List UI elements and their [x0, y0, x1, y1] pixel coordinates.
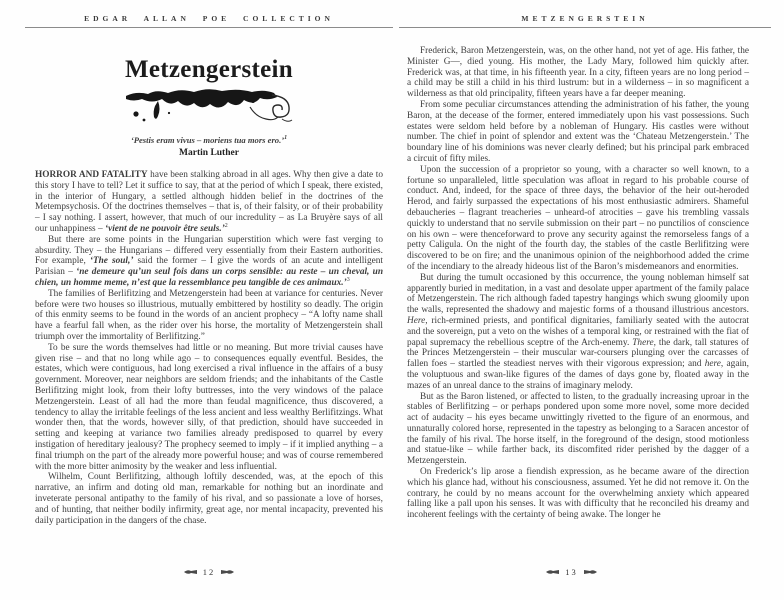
paragraph: But there are some points in the Hungarian superstition which were fast verging to absurdity. They – the Hungarians – differed very essentially from their Eastern authorities. For example, ‘The soul,’ said the former – I give the words of an acute and intelligent Parisian – ‘ne demeure qu’un seul fois dans un corps sensible: au reste – un cheval, un chien, un homme meme, n’est que la ressemblance peu tangible de ces animaux.’$^3$ [35, 234, 383, 288]
fleuron-icon [546, 569, 559, 575]
ink-flourish-ornament [122, 87, 297, 129]
right-page-body [407, 46, 749, 521]
page-number: 13 [565, 567, 578, 577]
story-title: Metzengerstein [124, 56, 293, 83]
paragraph: To be sure the words themselves had little or no meaning. But more trivial causes have given rise – and that no long while ago – to consequences equally eventful. Besides, the estates, which were contiguous, had long exercised a rival influence in the affairs of a busy government. Moreover, near neighbors are seldom friends; and the inhabitants of the Castle Berlifitzing might look, from their lofty buttresses, into the very windows of the palace Metzengerstein. Least of all had the more than feudal magnificence, thus discovered, a tendency to allay the irritable feelings of the less ancient and less wealthy Berlifitzings. What wonder then, that the words, however silly, of that prediction, should have succeeded in setting and keeping at variance two families already predisposed to quarrel by every instigation of hereditary jealousy? The prophecy seemed to imply – if it implied anything – a final triumph on the part of the already more powerful house; and was of course remembered with the more bitter animosity by the weaker and less influential. [35, 342, 383, 472]
epigraph [25, 135, 393, 145]
right-page [399, 14, 771, 521]
running-head-left: EDGAR ALLAN POE COLLECTION [25, 14, 393, 28]
paragraph: HORROR AND FATALITY have been stalking abroad in all ages. Why then give a date to this story I have to tell? Let it suffice to say, that at the period of which I speak, there existed, in the interior of Hungary, a settled although hidden belief in the doctrines of the Metempsychosis. Of the doctrines themselves – that is, of their falsity, or of their probability – I say nothing. I assert, however, that much of our incredulity – as La Bruyère says of all our unhappiness – ‘vient de ne pouvoir être seuls.’$^2$ [35, 170, 383, 234]
left-page-body [35, 170, 383, 526]
page-number: 12 [202, 567, 216, 577]
paragraph: But during the tumult occasioned by this occurrence, the young nobleman himself sat apparently buried in meditation, in a vast and desolate upper apartment of the family palace of Metzengerstein. The rich although faded tapestry hangings which swung gloomily upon the walls, represented the shadowy and majestic forms of a thousand illustrious ancestors. Here, rich-ermined priests, and pontifical dignitaries, familiarly seated with the autocrat and the sovereign, put a veto on the wishes of a temporal king, or restrained with the fiat of papal supremacy the rebellious sceptre of the Arch-enemy. There, the dark, tall statures of the Princes Metzengerstein – their muscular war-coursers plunging over the carcasses of fallen foes – startled the steadiest nerves with their vigorous expression; and here, again, the voluptuous and swan-like figures of the dames of days gone by, floated away in the mazes of an unreal dance to the strains of imaginary melody. [407, 272, 749, 391]
paragraph: But as the Baron listened, or affected to listen, to the gradually increasing uproar in the stables of Berlifitzing – or perhaps pondered upon some more novel, some more decided act of audacity – his eyes became unwittingly rivetted to the figure of an enormous, and unnaturally colored horse, represented in the tapestry as belonging to a Saracen ancestor of the family of his rival. The horse itself, in the foreground of the design, stood motionless and statue-like – while farther back, its discomfited rider perished by the dagger of a Metzengerstein. [407, 391, 749, 467]
paragraph: The families of Berlifitzing and Metzengerstein had been at variance for centuries. Never before were two houses so illustrious, mutually embittered by hostility so deadly. The origin of this enmity seems to be found in the words of an ancient prophecy – “A lofty name shall have a fearful fall when, as the rider over his horse, the mortality of Metzengerstein shall triumph over the immortality of Berlifitzing.” [35, 288, 383, 342]
fleuron-icon [584, 569, 597, 575]
fleuron-icon [184, 569, 197, 575]
left-page [25, 14, 393, 526]
right-page-footer [399, 567, 744, 577]
paragraph: From some peculiar circumstances attending the administration of his father, the young Baron, at the decease of the former, entered immediately upon his vast possessions. Such estates were seldom held before by a nobleman of Hungary. His castles were without number. The chief in point of splendor and extent was the ‘Chateau Metzengerstein.’ The boundary line of his dominions was never clearly defined; but his principal park embraced a circuit of fifty miles. [407, 99, 749, 164]
fleuron-icon [221, 569, 234, 575]
paragraph: On Frederick’s lip arose a fiendish expression, as he became aware of the direction which his glance had, without his consciousness, assumed. Yet he did not remove it. On the contrary, he could by no means account for the overwhelming anxiety which appeared falling like a pall upon his senses. It was with difficulty that he reconciled his dreamy and incoherent feelings with the certainty of being awake. The longer he [407, 467, 749, 521]
running-head-right: METZENGERSTEIN [399, 14, 771, 28]
left-page-footer [25, 567, 393, 577]
paragraph: Frederick, Baron Metzengerstein, was, on the other hand, not yet of age. His father, the Minister G—, died young. His mother, the Lady Mary, followed him quickly after. Frederick was, at that time, in his fifteenth year. In a city, fifteen years are no long period – a child may be still a child in his third lustrum: but in a wilderness – in so magnificent a wilderness as that old principality, fifteen years have a far deeper meaning. [407, 46, 749, 100]
epigraph-text: ‘Pestis eram vivus – moriens tua mors ero.’ [130, 135, 285, 145]
paragraph: Wilhelm, Count Berlifitzing, although loftily descended, was, at the epoch of this narrative, an infirm and doting old man, remarkable for nothing but an inordinate and inveterate personal antipathy to the family of his rival, and so passionate a love of horses, and of hunting, that neither bodily infirmity, great age, nor mental incapacity, prevented his daily participation in the dangers of the chase. [35, 472, 383, 526]
epigraph-attribution: Martin Luther [179, 148, 239, 158]
paragraph: Upon the succession of a proprietor so young, with a character so well known, to a fortune so unparalleled, little speculation was afloat in regard to his probable course of conduct. And, indeed, for the space of three days, the behavior of the heir out-heroded Herod, and fairly surpassed the expectations of his most enthusiastic admirers. Shameful debaucheries – flagrant treacheries – unheard-of atrocities – gave his trembling vassals quickly to understand that no servile submission on their part – no punctilios of conscience on his own – were thenceforward to prove any security against the remorseless fangs of a petty Caligula. On the night of the fourth day, the stables of the castle Berlifitzing were discovered to be on fire; and the unanimous opinion of the neighborhood added the crime of the incendiary to the already hideous list of the Baron’s misdemeanors and enormities. [407, 164, 749, 272]
footnote-marker: 1 [284, 135, 288, 142]
